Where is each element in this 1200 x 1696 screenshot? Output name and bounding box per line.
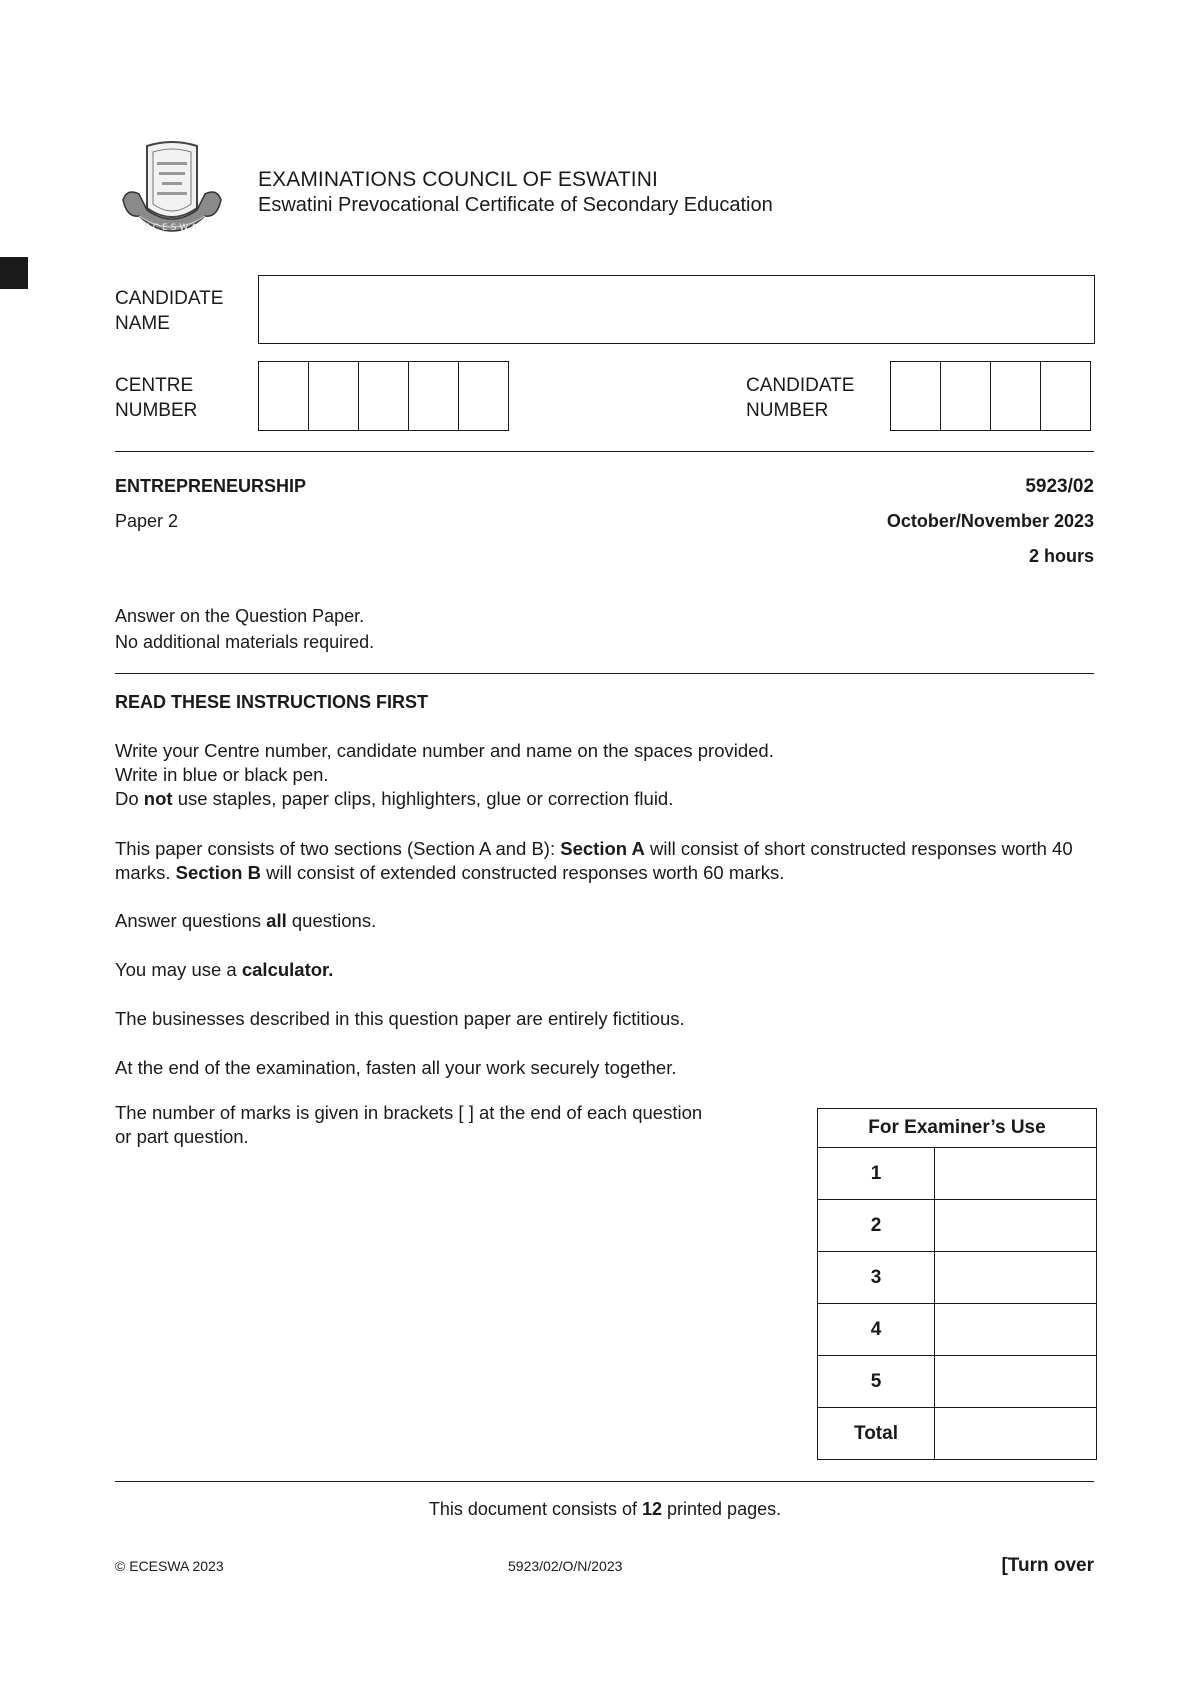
centre-number-box[interactable]: [309, 362, 359, 430]
materials-note: No additional materials required.: [115, 632, 375, 652]
sections-instruction: This paper consists of two sections (Section A and B): Section A will consist of short constructed responses worth 40 marks. Section B will consist of extended constructed responses worth 60 marks.: [115, 838, 1073, 883]
candidate-number-box[interactable]: [1041, 362, 1090, 430]
centre-number-box[interactable]: [409, 362, 459, 430]
paper-number: Paper 2: [115, 511, 179, 531]
instructions-block-1: Write your Centre number, candidate number and name on the spaces provided. Write in blue or black pen. Do not use staples, paper clips, highlighters, glue or correction fluid.: [115, 740, 774, 809]
crest-banner-text: ECESWA: [144, 223, 200, 233]
candidate-name-field[interactable]: [258, 275, 1095, 344]
question-number: 2: [818, 1200, 935, 1252]
candidate-number-box[interactable]: [941, 362, 991, 430]
table-row: [818, 1148, 1097, 1200]
total-label: Total: [818, 1408, 935, 1460]
copyright: © ECESWA 2023: [115, 1558, 224, 1574]
mark-cell[interactable]: [935, 1200, 1097, 1252]
page-edge-mark: [0, 257, 28, 289]
examiner-use-table: [817, 1108, 1097, 1460]
document-reference: 5923/02/O/N/2023: [508, 1558, 623, 1574]
exam-duration: 2 hours: [1028, 546, 1094, 566]
question-number: 1: [818, 1148, 935, 1200]
council-name: EXAMINATIONS COUNCIL OF ESWATINI: [258, 168, 658, 191]
answer-all-instruction: Answer questions all questions.: [115, 910, 377, 931]
examiner-table-heading: For Examiner’s Use: [818, 1109, 1097, 1148]
turn-over: [Turn over: [1001, 1555, 1094, 1576]
total-mark-cell[interactable]: [935, 1408, 1097, 1460]
fictitious-note: The businesses described in this question paper are entirely fictitious.: [115, 1008, 685, 1029]
subject-title: ENTREPRENEURSHIP: [115, 476, 307, 496]
mark-cell[interactable]: [935, 1356, 1097, 1408]
table-row: [818, 1408, 1097, 1460]
exam-session: October/November 2023: [886, 511, 1094, 531]
table-row: [818, 1252, 1097, 1304]
question-number: 5: [818, 1356, 935, 1408]
divider: [115, 673, 1094, 674]
centre-number-box[interactable]: [459, 362, 508, 430]
candidate-number-box[interactable]: [991, 362, 1041, 430]
divider: [115, 1481, 1094, 1482]
marks-note: The number of marks is given in brackets [ ] at the end of each question or part question.: [115, 1102, 703, 1147]
answer-instruction: Answer on the Question Paper.: [115, 606, 365, 626]
centre-number-box[interactable]: [359, 362, 409, 430]
calculator-instruction: You may use a calculator.: [115, 959, 334, 980]
fasten-instruction: At the end of the examination, fasten all your work securely together.: [115, 1057, 677, 1078]
page-count-note: This document consists of 12 printed pages.: [428, 1499, 782, 1519]
table-row: [818, 1200, 1097, 1252]
mark-cell[interactable]: [935, 1304, 1097, 1356]
centre-number-label: CENTRE NUMBER: [115, 375, 198, 421]
mark-cell[interactable]: [935, 1148, 1097, 1200]
mark-cell[interactable]: [935, 1252, 1097, 1304]
table-row: [818, 1304, 1097, 1356]
question-number: 3: [818, 1252, 935, 1304]
centre-number-field[interactable]: [258, 361, 509, 431]
divider: [115, 451, 1094, 452]
candidate-name-label: CANDIDATE NAME: [115, 288, 224, 334]
candidate-number-field[interactable]: [890, 361, 1091, 431]
question-number: 4: [818, 1304, 935, 1356]
table-row: [818, 1356, 1097, 1408]
candidate-number-box[interactable]: [891, 362, 941, 430]
centre-number-box[interactable]: [259, 362, 309, 430]
certificate-title: Eswatini Prevocational Certificate of Secondary Education: [258, 194, 773, 216]
eceswa-crest-logo: [117, 138, 227, 248]
instructions-heading: READ THESE INSTRUCTIONS FIRST: [115, 692, 429, 712]
paper-code: 5923/02: [1025, 476, 1094, 497]
candidate-number-label: CANDIDATE NUMBER: [746, 375, 855, 421]
